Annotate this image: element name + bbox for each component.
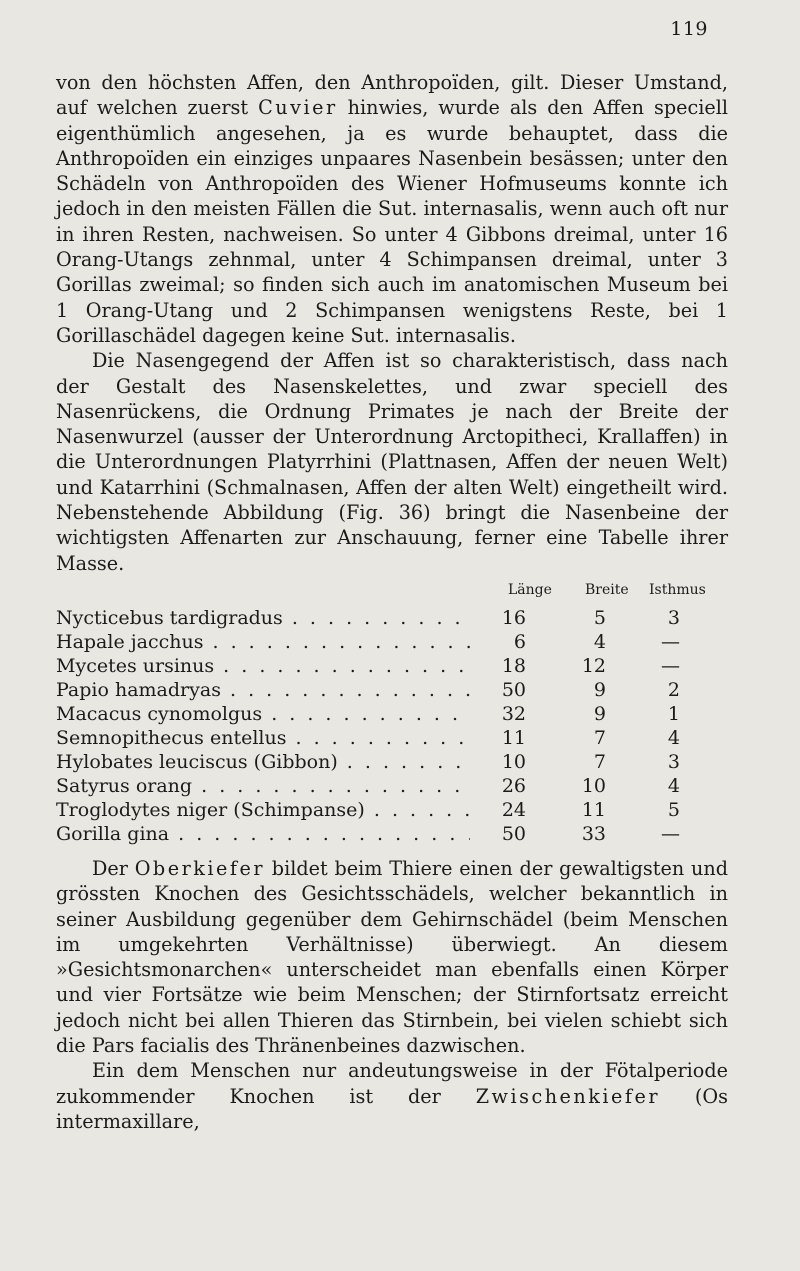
table-row [56,774,736,798]
isthmus-value: — [661,823,680,845]
length-value: 24 [501,799,526,821]
width-value: 11 [581,799,606,821]
table-row [56,702,736,726]
table-row [56,630,736,654]
width-value: 10 [581,775,606,797]
length-value: 32 [501,703,526,725]
width-value: 7 [593,751,606,773]
species-name: Hylobates leuciscus (Gibbon) . . . [56,750,470,774]
table-rows [56,606,736,846]
length-value: 18 [501,655,526,677]
paragraph-nasal-region: Die Nasengegend der Affen ist so charakteristisch, dass nach der Gestalt des Nasenskelettes, und zwar speciell des Nasenrückens, die Ordnung Primates je nach der Breite der Nasenwurzel (ausser der Unterordnung Arctopitheci, Krallaffen) in die Unterordnungen Platyrrhini (Plattnasen, Affen der neuen Welt) und Katarrhini (Schmalnasen, Affen der alten Welt) eingetheilt wird. Nebenstehende Abbildung (Fig. 36) bringt die Nasenbeine der wichtigsten Affenarten zur Anschauung, ferner eine Tabelle ihrer Masse. [56,349,728,575]
isthmus-value: 1 [667,703,680,725]
species-name: Troglodytes niger (Schimpanse) . . . [56,798,470,822]
species-name: Nycticebus tardigradus . . . [56,606,470,630]
table-header [56,582,736,606]
table-row [56,798,736,822]
table-row [56,654,736,678]
column-header-isthmus: Isthmus [649,582,706,598]
width-value: 9 [593,679,606,701]
table-row [56,606,736,630]
paragraph-upper-jaw: Der Oberkiefer bildet beim Thiere einen der gewaltigsten und grössten Knochen des Gesichtsschädels, welcher bekanntlich in seiner Ausbildung gegenüber dem Gehirnschädel (beim Menschen im umgekehrten Verhältnisse) überwiegt. An diesem »Gesichtsmonarchen« unterscheidet man ebenfalls einen Körper und vier Fortsätze wie beim Menschen; der Stirnfortsatz erreicht jedoch nicht bei allen Thieren das Stirnbein, bei vielen schiebt sich die Pars facialis des Thränenbeines dazwischen. [56,857,728,1058]
nasal-bone-measurement-table [56,582,736,846]
paragraph-intermaxillary: Ein dem Menschen nur andeutungsweise in der Fötalperiode zukommender Knochen ist der Zwischenkiefer (Os intermaxillare, [56,1059,728,1133]
isthmus-value: 2 [667,679,680,701]
table-row [56,726,736,750]
isthmus-value: 5 [667,799,680,821]
column-header-width: Breite [585,582,629,598]
isthmus-value: 3 [667,607,680,629]
width-value: 7 [593,727,606,749]
species-name: Mycetes ursinus . . . [56,654,470,678]
body-text-bottom [56,856,728,1134]
width-value: 9 [593,703,606,725]
length-value: 11 [501,727,526,749]
width-value: 5 [593,607,606,629]
isthmus-value: 3 [667,751,680,773]
length-value: 26 [501,775,526,797]
width-value: 12 [581,655,606,677]
page-number: 119 [670,18,708,40]
table-row [56,678,736,702]
species-name: Semnopithecus entellus . . . [56,726,470,750]
species-name: Macacus cynomolgus . . . [56,702,470,726]
length-value: 6 [513,631,526,653]
species-name: Papio hamadryas . . . [56,678,470,702]
species-name: Gorilla gina . . . [56,822,470,846]
length-value: 16 [501,607,526,629]
width-value: 4 [593,631,606,653]
species-name: Hapale jacchus . . . [56,630,470,654]
isthmus-value: 4 [667,727,680,749]
length-value: 50 [501,823,526,845]
author-name-cuvier: Cuvier [258,96,338,120]
term-zwischenkiefer: Zwischenkiefer [475,1084,661,1108]
body-text-top [56,70,728,576]
table-row [56,822,736,846]
table-row [56,750,736,774]
length-value: 50 [501,679,526,701]
isthmus-value: — [661,631,680,653]
isthmus-value: — [661,655,680,677]
column-header-length: Länge [508,582,552,598]
term-oberkiefer: Oberkiefer [134,857,265,880]
width-value: 33 [581,823,606,845]
length-value: 10 [501,751,526,773]
isthmus-value: 4 [667,775,680,797]
paragraph-anthropoids: von den höchsten Affen, den Anthropoïden, gilt. Dieser Umstand, auf welchen zuerst Cuvier hinwies, wurde als den Affen speciell eigenthümlich angesehen, ja es wurde behauptet, dass die Anthropoïden ein einziges unpaares Nasenbein besässen; unter den Schädeln von Anthropoïden des Wiener Hofmuseums konnte ich jedoch in den meisten Fällen die Sut. internasalis, wenn auch oft nur in ihren Resten, nachweisen. So unter 4 Gibbons dreimal, unter 16 Orang-Utangs zehnmal, unter 4 Schimpansen dreimal, unter 3 Gorillas zweimal; so finden sich auch im anatomischen Museum bei 1 Orang-Utang und 2 Schimpansen wenigstens Reste, bei 1 Gorillaschädel dagegen keine Sut. internasalis. [56,71,728,347]
species-name: Satyrus orang . . . [56,774,470,798]
